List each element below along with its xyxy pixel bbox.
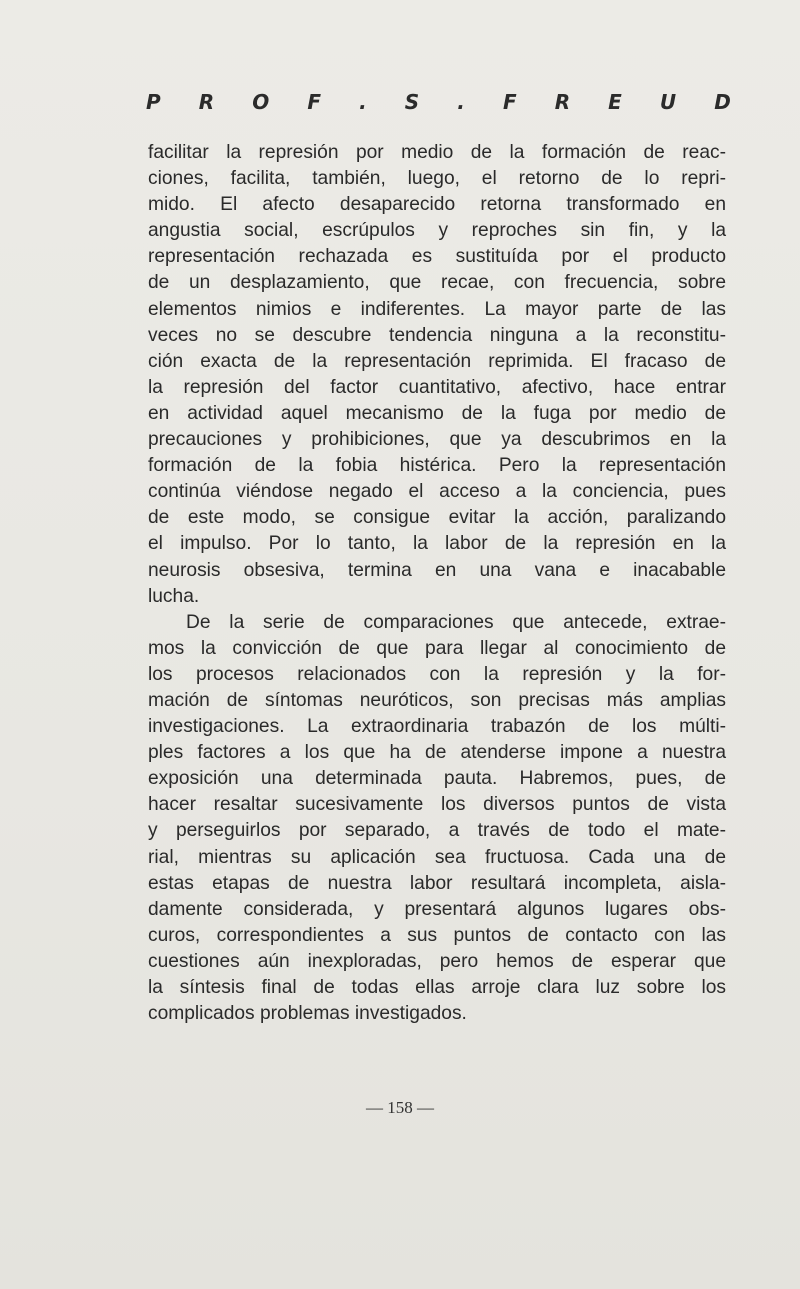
running-head-letter: D <box>714 90 731 114</box>
text-line: mos la convicción de que para llegar al conocimiento de <box>148 637 726 659</box>
text-line: rial, mientras su aplicación sea fructuosa. Cada una de <box>148 846 726 868</box>
text-line: en actividad aquel mecanismo de la fuga por medio de <box>148 402 726 424</box>
text-line: neurosis obsesiva, termina en una vana e inacabable <box>148 559 726 581</box>
text-line: curos, correspondientes a sus puntos de contacto con las <box>148 924 726 946</box>
text-line: precauciones y prohibiciones, que ya descubrimos en la <box>148 429 726 451</box>
text-line: formación de la fobia histérica. Pero la representación <box>148 455 726 477</box>
text-line: continúa viéndose negado el acceso a la conciencia, pues <box>148 481 726 503</box>
running-head-letter: E <box>608 90 622 114</box>
text-line: ples factores a los que ha de atenderse impone a nuestra <box>148 742 726 764</box>
running-head-letter: P <box>146 90 161 114</box>
text-line: investigaciones. La extraordinaria trabazón de los múlti- <box>148 716 726 738</box>
text-line: damente considerada, y presentará algunos lugares obs- <box>148 898 726 920</box>
page-number: — 158 — <box>366 1098 434 1117</box>
paragraph <box>148 610 726 1028</box>
text-line: y perseguirlos por separado, a través de todo el mate- <box>148 820 726 842</box>
text-line: ción exacta de la representación reprimida. El fracaso de <box>148 350 726 372</box>
paragraph <box>148 140 726 610</box>
text-line: la síntesis final de todas ellas arroje clara luz sobre los <box>148 977 726 998</box>
text-line: De la serie de comparaciones que antecede, extrae- <box>186 611 726 633</box>
text-line: angustia social, escrúpulos y reproches sin fin, y la <box>148 220 726 242</box>
running-head-letter: R <box>198 90 215 114</box>
text-line: lucha. <box>148 585 200 607</box>
running-head-letter: . <box>457 90 465 114</box>
running-head-letter: R <box>554 90 571 114</box>
text-line: representación rechazada es sustituída por el producto <box>148 246 726 268</box>
text-line: complicados problemas investigados. <box>148 1003 467 1025</box>
text-line: de este modo, se consigue evitar la acción, paralizando <box>148 507 726 529</box>
text-line: facilitar la represión por medio de la formación de reac- <box>148 142 726 163</box>
text-line: mido. El afecto desaparecido retorna transformado en <box>148 194 726 216</box>
running-head-letter: O <box>252 90 270 114</box>
text-line: exposición una determinada pauta. Habremos, pues, de <box>148 768 726 790</box>
running-head-letter: . <box>359 90 367 114</box>
running-head-letter: F <box>502 90 517 114</box>
text-line: veces no se descubre tendencia ninguna a la reconstitu- <box>148 324 726 346</box>
running-head-letter: S <box>404 90 420 114</box>
text-line: ciones, facilita, también, luego, el retorno de lo repri- <box>148 168 726 190</box>
text-line: la represión del factor cuantitativo, afectivo, hace entrar <box>148 376 726 398</box>
text-line: mación de síntomas neuróticos, son precisas más amplias <box>148 689 726 711</box>
running-head-letter: F <box>307 90 321 114</box>
running-head-letter: U <box>659 90 677 114</box>
text-line: estas etapas de nuestra labor resultará incompleta, aisla- <box>148 872 726 894</box>
running-head <box>146 90 731 114</box>
text-line: hacer resaltar sucesivamente los diversos puntos de vista <box>148 794 726 816</box>
text-line: elementos nimios e indiferentes. La mayor parte de las <box>148 298 726 320</box>
text-line: el impulso. Por lo tanto, la labor de la represión en la <box>148 533 726 555</box>
body-text <box>148 140 726 1027</box>
text-line: cuestiones aún inexploradas, pero hemos de esperar que <box>148 950 726 972</box>
text-line: de un desplazamiento, que recae, con frecuencia, sobre <box>148 272 726 294</box>
text-line: los procesos relacionados con la represión y la for- <box>148 663 726 685</box>
